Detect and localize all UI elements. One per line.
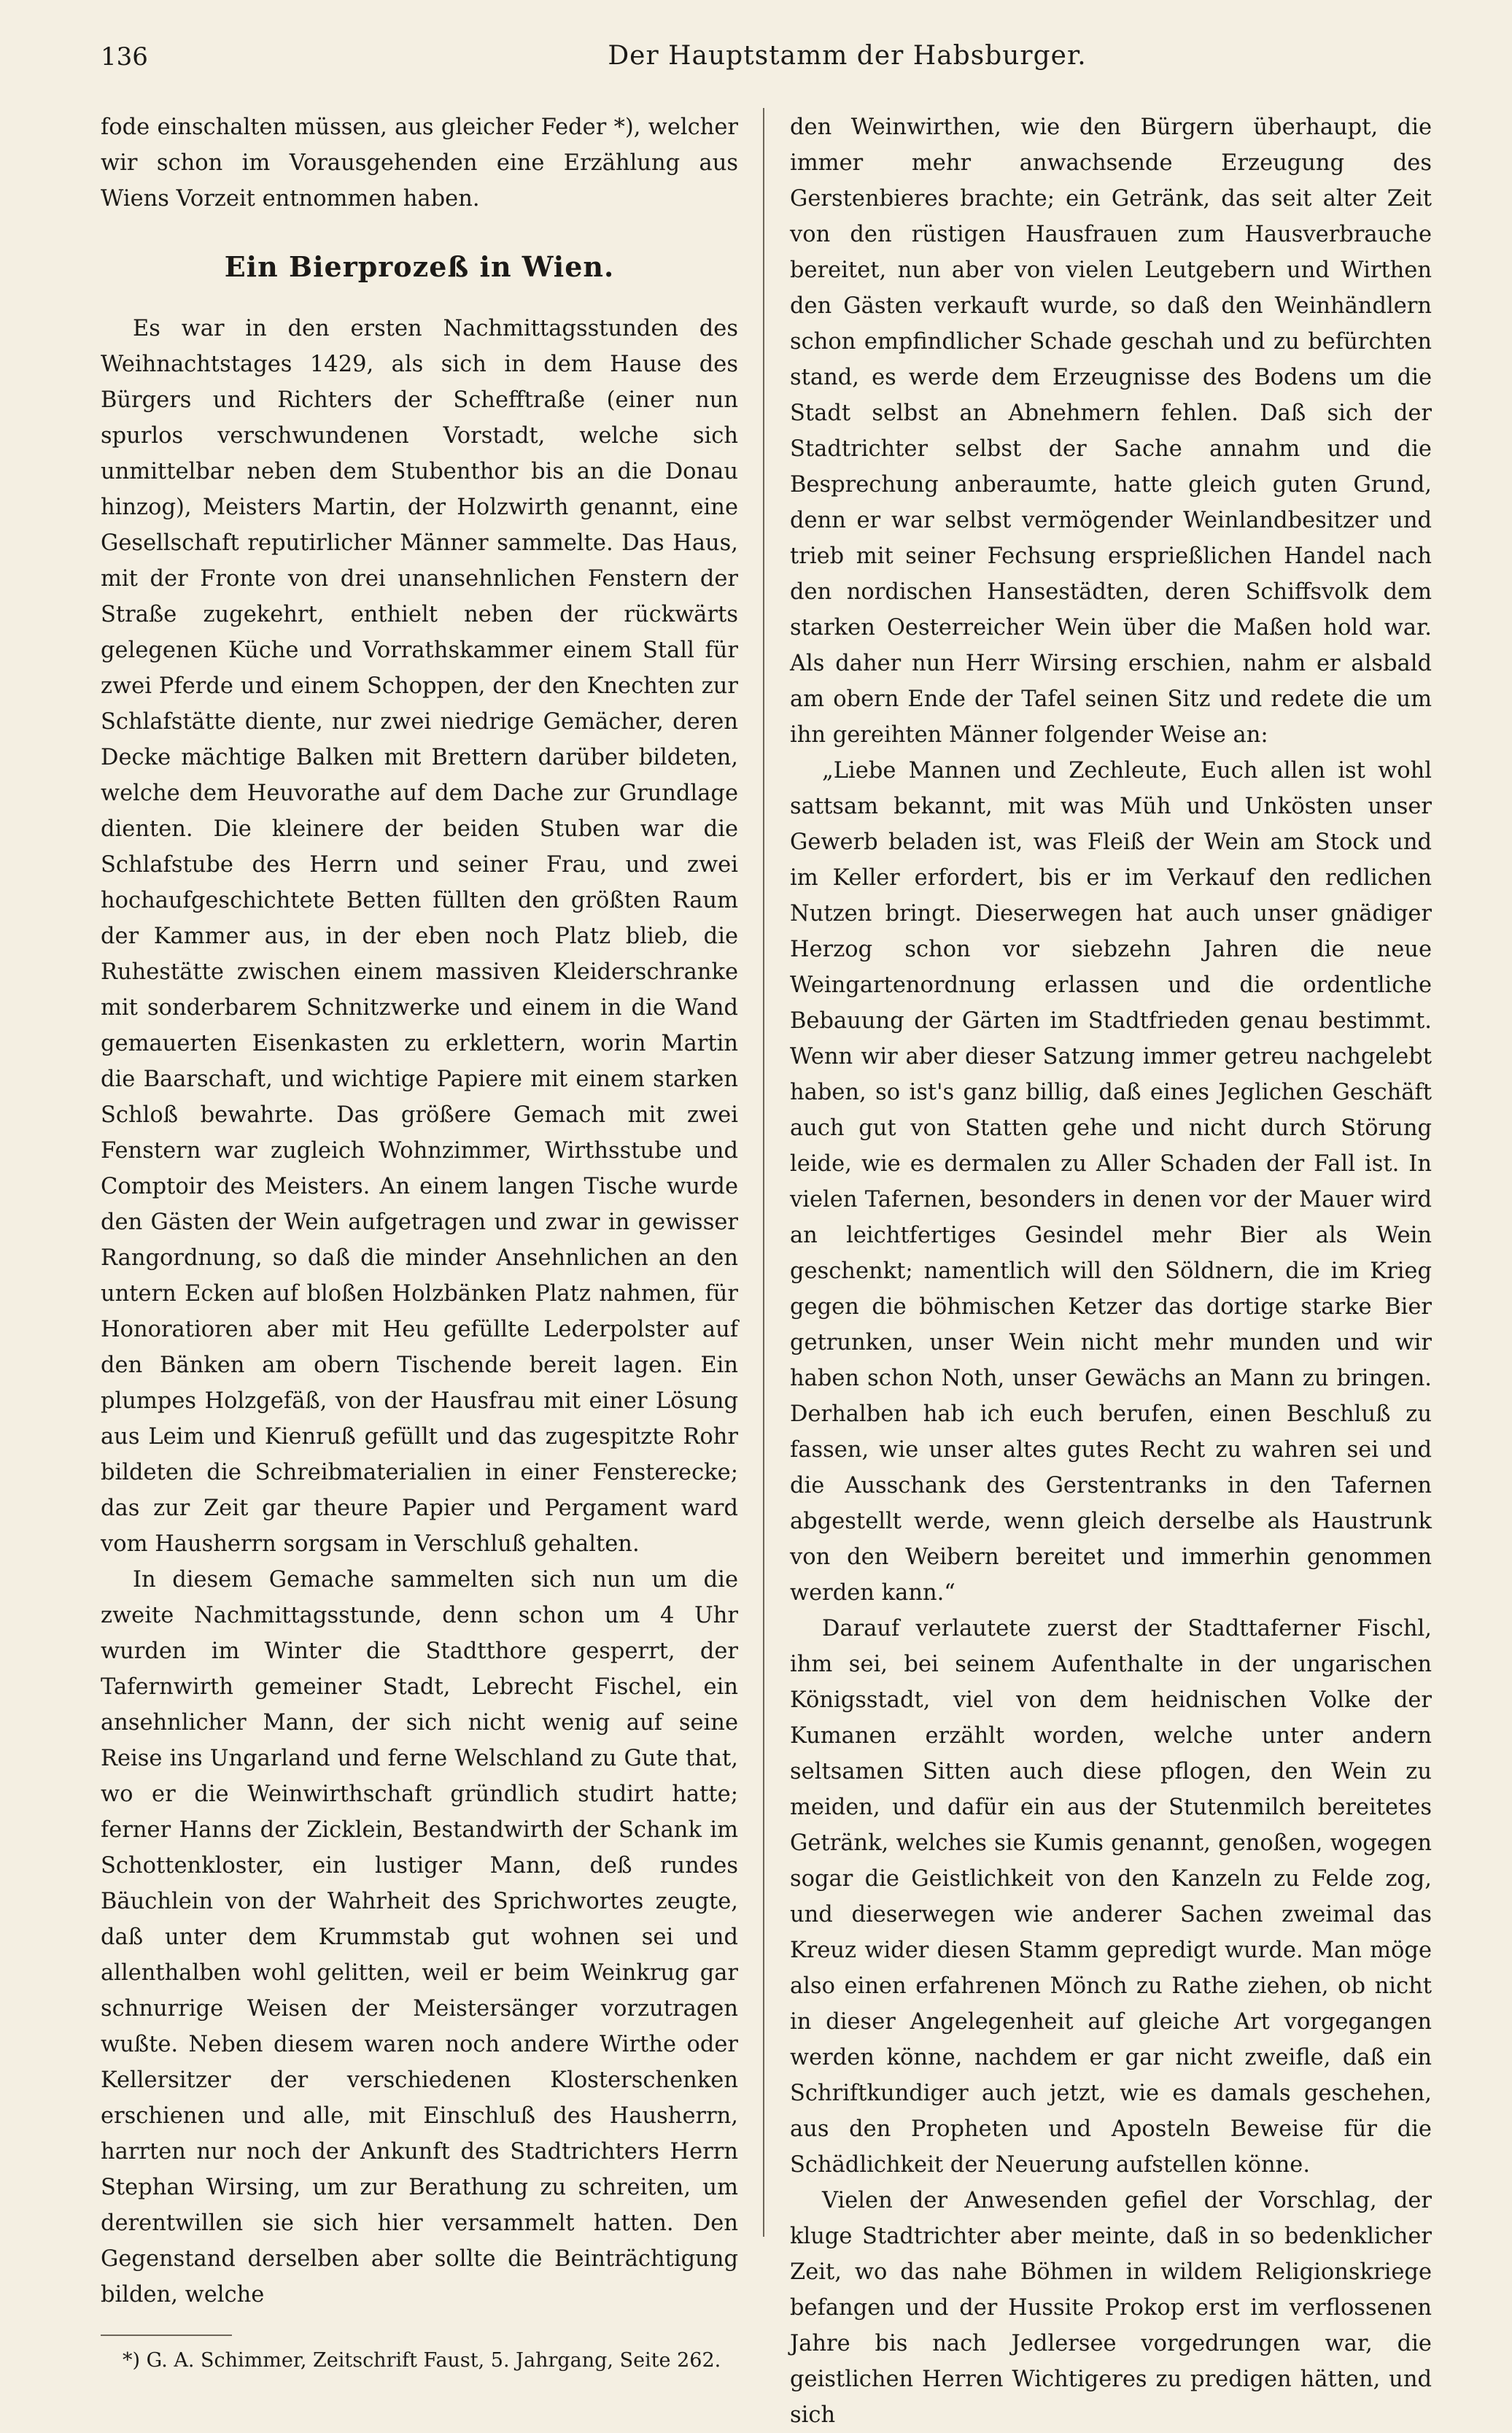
left-paragraph-2: In diesem Gemache sammelten sich nun um die zweite Nachmittagsstunde, denn schon um 4 Uhr wurden im Winter die Stadtthore gesperrt, der Tafernwirth gemeiner Stadt, Lebrecht Fischel, ein ansehnlicher Mann, der sich nicht wenig auf seine Reise ins Ungarland und ferne Welschland zu Gute that, wo er die Weinwirthschaft gründlich studirt hatte; ferner Hanns der Zicklein, Bestandwirth der Schank im Schottenkloster, ein lustiger Mann, deß rundes Bäuchlein von der Wahrheit des Sprichwortes zeugte, daß unter dem Krummstab gut wohnen sei und allenthalben wohl gelitten, weil er beim Weinkrug gar schnurrige Weisen der Meistersänger vorzutragen wußte. Neben diesem waren noch andere Wirthe oder Kellersitzer der verschiedenen Klosterschenken erschienen und alle, mit Einschluß des Hausherrn, harrten nur noch der Ankunft des Stadtrichters Herrn Stephan Wirsing, um zur Berathung zu schreiten, um derentwillen sie sich hier versammelt hatten. Den Gegenstand derselben aber sollte die Beinträchtigung bilden, welche: [101, 1567, 738, 2308]
column-divider-lower: [763, 1197, 764, 2237]
intro-paragraph: fode einschalten müssen, aus gleicher Feder *), welcher wir schon im Vorausgehenden eine Erzählung aus Wiens Vorzeit entnommen haben.: [101, 115, 738, 212]
right-paragraph-3: Vielen der Anwesenden gefiel der Vorschlag, der kluge Stadtrichter aber meinte, daß in so bedenklicher Zeit, wo das nahe Böhmen in wildem Religionskriege befangen und der Hussite Prokop erst im verflossenen Jahre bis nach Jedlersee vorgedrungen war, die geistlichen Herren Wichtigeres zu predigen hätten, und sich: [790, 2188, 1432, 2428]
footnote: *) G. A. Schimmer, Zeitschrift Faust, 5. Jahrgang, Seite 262.: [123, 2349, 721, 2372]
running-title: Der Hauptstamm der Habsburger.: [608, 41, 1087, 71]
page-number: 136: [101, 42, 148, 71]
right-paragraph-1: den Weinwirthen, wie den Bürgern überhaupt, die immer mehr anwachsende Erzeugung des Gerstenbieres brachte; ein Getränk, das seit alter Zeit von den rüstigen Hausfrauen zum Hausverbrauche bereitet, nun aber von vielen Leutgebern und Wirthen den Gästen verkauft wurde, so daß den Weinhändlern schon empfindlicher Schade geschah und zu befürchten stand, es werde dem Erzeugnisse des Bodens um die Stadt selbst an Abnehmern fehlen. Daß sich der Stadtrichter selbst der Sache annahm und die Besprechung anberaumte, hatte gleich guten Grund, denn er war selbst vermögender Weinlandbesitzer und trieb mit seiner Fechsung ersprießlichen Handel nach den nordischen Hansestädten, deren Schiffsvolk dem starken Oesterreicher Wein über die Maßen hold war. Als daher nun Herr Wirsing erschien, nahm er alsbald am obern Ende der Tafel seinen Sitz und redete die um ihn gereihten Männer folgender Weise an:: [790, 115, 1432, 748]
column-divider: [763, 108, 764, 1197]
left-paragraph-1: Es war in den ersten Nachmittagsstunden des Weihnachtstages 1429, als sich in dem Hause des Bürgers und Richters der Schefftraße (einer nun spurlos verschwundenen Vorstadt, welche sich unmittelbar neben dem Stubenthor bis an die Donau hinzog), Meisters Martin, der Holzwirth genannt, eine Gesellschaft reputirlicher Männer sammelte. Das Haus, mit der Fronte von drei unansehnlichen Fenstern der Straße zugekehrt, enthielt neben der rückwärts gelegenen Küche und Vorrathskammer einem Stall für zwei Pferde und einem Schoppen, der den Knechten zur Schlafstätte diente, nur zwei niedrige Gemächer, deren Decke mächtige Balken mit Brettern darüber bildeten, welche dem Heuvorathe auf dem Dache zur Grundlage dienten. Die kleinere der beiden Stuben war die Schlafstube des Herrn und seiner Frau, und zwei hochaufgeschichtete Betten füllten den größten Raum der Kammer aus, in der eben noch Platz blieb, die Ruhestätte zwischen einem massiven Kleiderschranke mit sonderbarem Schnitzwerke und einem in die Wand gemauerten Eisenkasten zu erklettern, worin Martin die Baarschaft, und wichtige Papiere mit einem starken Schloß bewahrte. Das größere Gemach mit zwei Fenstern war zugleich Wohnzimmer, Wirthsstube und Comptoir des Meisters. An einem langen Tische wurde den Gästen der Wein aufgetragen und zwar in gewisser Rangordnung, so daß die minder Ansehnlichen an den untern Ecken auf bloßen Holzbänken Platz nahmen, für Honoratioren aber mit Heu gefüllte Lederpolster auf den Bänken am obern Tischende bereit lagen. Ein plumpes Holzgefäß, von der Hausfrau mit einer Lösung aus Leim und Kienruß gefüllt und das zugespitzte Rohr bildeten die Schreibmaterialien in einer Fensterecke; das zur Zeit gar theure Papier und Pergament ward vom Hausherrn sorgsam in Verschluß gehalten.: [101, 316, 738, 1557]
right-column: [790, 109, 1432, 2428]
footnote-rule: [101, 2335, 232, 2336]
left-column: [101, 109, 738, 2372]
right-paragraph-2: Darauf verlautete zuerst der Stadttaferner Fischl, ihm sei, bei seinem Aufenthalte in der ungarischen Königsstadt, viel von dem heidnischen Volke der Kumanen erzählt worden, welche unter andern seltsamen Sitten auch diese pflogen, den Wein zu meiden, und dafür ein aus der Stutenmilch bereitetes Getränk, welches sie Kumis genannt, genoßen, wogegen sogar die Geistlichkeit von den Kanzeln zu Felde zog, und dieserwegen wie anderer Sachen zweimal das Kreuz wider diesen Stamm gepredigt wurde. Man möge also einen erfahrenen Mönch zu Rathe ziehen, ob nicht in dieser Angelegenheit auf gleiche Art vorgegangen werden könne, nachdem er gar nicht zweifle, daß ein Schriftkundiger auch jetzt, wie es damals geschehen, aus den Propheten und Aposteln Beweise für die Schädlichkeit der Neuerung aufstellen könne.: [790, 1616, 1432, 2178]
section-title: Ein Bierprozeß in Wien.: [224, 250, 615, 283]
judge-speech: „Liebe Mannen und Zechleute, Euch allen ist wohl sattsam bekannt, mit was Müh und Unkösten unser Gewerb beladen ist, was Fleiß der Wein am Stock und im Keller erfordert, bis er im Verkauf den redlichen Nutzen bringt. Dieserwegen hat auch unser gnädiger Herzog schon vor siebzehn Jahren die neue Weingartenordnung erlassen und die ordentliche Bebauung der Gärten im Stadtfrieden genau bestimmt. Wenn wir aber dieser Satzung immer getreu nachgelebt haben, so ist's ganz billig, daß eines Jeglichen Geschäft auch gut von Statten gehe und nicht durch Störung leide, wie es dermalen zu Aller Schaden der Fall ist. In vielen Tafernen, besonders in denen vor der Mauer wird an leichtfertiges Gesindel mehr Bier als Wein geschenkt; namentlich will den Söldnern, die im Krieg gegen die böhmischen Ketzer das dortige starke Bier getrunken, unser Wein nicht mehr munden und wir haben schon Noth, unser Gewächs an Mann zu bringen. Derhalben hab ich euch berufen, einen Beschluß zu fassen, wie unser altes gutes Recht zu wahren sei und die Ausschank des Gerstentranks in den Tafernen abgestellt werde, wenn gleich derselbe als Haustrunk von den Weibern bereitet und immerhin genommen werden kann.“: [790, 758, 1432, 1606]
